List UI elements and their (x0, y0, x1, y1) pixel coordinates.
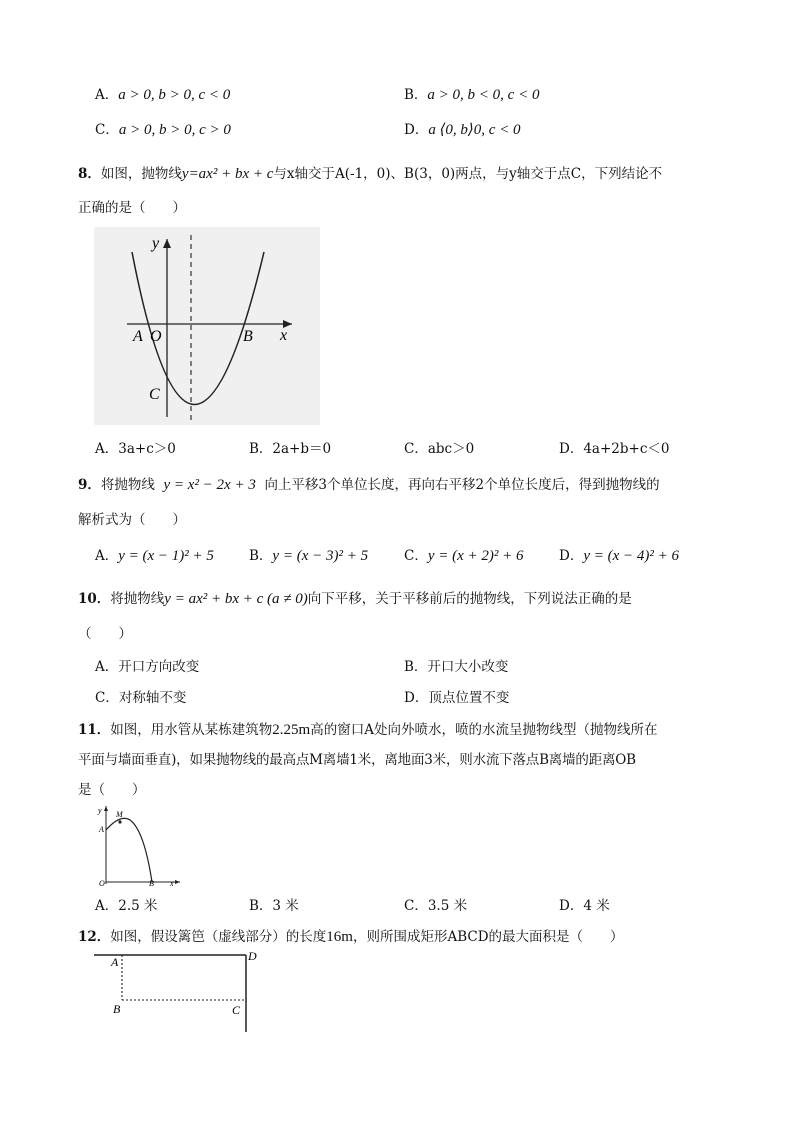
q12-stem: 12．如图，假设篱笆（虚线部分）的长度16m，则所围成矩形ABCD的最大面积是（ ） (78, 929, 624, 945)
q8-label-c: C (149, 386, 160, 403)
q11-label-o: O (99, 879, 105, 888)
q8-formula: y=ax² + bx + c (181, 166, 274, 182)
q12-label-d: D (248, 949, 257, 963)
q11-stem-line1: 11．如图，用水管从某栋建筑物2.25m高的窗口A处向外喷水，喷的水流呈抛物线型（抛物线所在 (78, 722, 658, 738)
q9-option-a: A．y = (x − 1)² + 5 (95, 548, 214, 564)
q11-stem-line3: 是（ ） (78, 782, 146, 798)
q11-option-c: C．3.5 米 (404, 898, 468, 914)
q10-formula: y = ax² + bx + c (a ≠ 0) (164, 591, 308, 607)
q11-option-d: D．4 米 (559, 898, 610, 914)
q7-option-d: D．a ⟨0, b⟩0, c < 0 (404, 122, 521, 138)
q12-label-a: A (111, 955, 119, 969)
q11-water-arc (106, 818, 152, 882)
q9-number: 9． (78, 477, 101, 493)
q11-number: 11． (78, 722, 111, 738)
q12-label-c: C (232, 1003, 241, 1017)
q11-label-m: M (116, 810, 123, 819)
q11-option-a: A．2.5 米 (95, 898, 158, 914)
q11-label-a: A (99, 825, 104, 834)
q11-option-b: B．3 米 (249, 898, 299, 914)
q11-point-m (118, 820, 121, 823)
q8-label-o: O (150, 328, 162, 345)
q10-option-c: C．对称轴不变 (95, 690, 187, 706)
q11-x-arrow (175, 880, 180, 884)
q11-stem-line2: 平面与墙面垂直)，如果抛物线的最高点M离墙1米，离地面3米，则水流下落点B离墙的距离OB (78, 752, 636, 768)
q10-stem-line2: （ ） (78, 626, 132, 642)
q9-option-d: D．y = (x − 4)² + 6 (559, 548, 679, 564)
q12-label-b: B (113, 1002, 121, 1016)
q12-rectangle-figure (94, 946, 264, 1036)
q9-option-b: B．y = (x − 3)² + 5 (249, 548, 369, 564)
q8-option-c: C．abc＞0 (404, 441, 475, 457)
q10-stem-line1: 10．将抛物线y = ax² + bx + c (a ≠ 0)向下平移，关于平移前后的抛物线，下列说法正确的是 (78, 591, 632, 607)
q8-stem-line1: 8．如图，抛物线y=ax² + bx + c与x轴交于A(-1，0)、B(3，0)两点，与y轴交于点C，下列结论不 (78, 166, 663, 182)
q7-option-a: A．a > 0, b > 0, c < 0 (95, 87, 231, 103)
q7-option-c: C．a > 0, b > 0, c > 0 (95, 122, 231, 138)
q11-label-b: B (149, 879, 154, 888)
q8-parabola-figure (94, 227, 320, 425)
q10-option-a: A．开口方向改变 (95, 659, 200, 675)
q11-water-figure (94, 802, 184, 888)
q7-option-b: B．a > 0, b < 0, c < 0 (404, 87, 540, 103)
q11-y-arrow (104, 806, 108, 811)
q9-option-c: C．y = (x + 2)² + 6 (404, 548, 524, 564)
q8-stem-line2: 正确的是（ ） (78, 200, 186, 216)
q8-label-x: x (280, 327, 288, 344)
q8-option-d: D．4a+2b+c＜0 (559, 441, 670, 457)
q9-formula: y = x² − 2x + 3 (163, 477, 256, 493)
q8-label-y: y (152, 235, 160, 252)
q8-label-a: A (133, 328, 143, 345)
q11-label-y: y (98, 806, 102, 815)
q10-option-b: B．开口大小改变 (404, 659, 509, 675)
q10-option-d: D．顶点位置不变 (404, 690, 510, 706)
q8-number: 8． (78, 166, 101, 182)
q8-label-b: B (243, 328, 253, 345)
q9-stem-line1: 9．将抛物线 y = x² − 2x + 3 向上平移3个单位长度，再向右平移2个单位长度后，得到抛物线的 (78, 477, 660, 493)
q9-stem-line2: 解析式为（ ） (78, 512, 186, 528)
q12-number: 12． (78, 929, 111, 945)
q8-option-a: A．3a+c＞0 (95, 441, 176, 457)
q11-label-x: x (170, 879, 174, 888)
q10-number: 10． (78, 591, 111, 607)
q8-option-b: B．2a+b＝0 (249, 441, 332, 457)
